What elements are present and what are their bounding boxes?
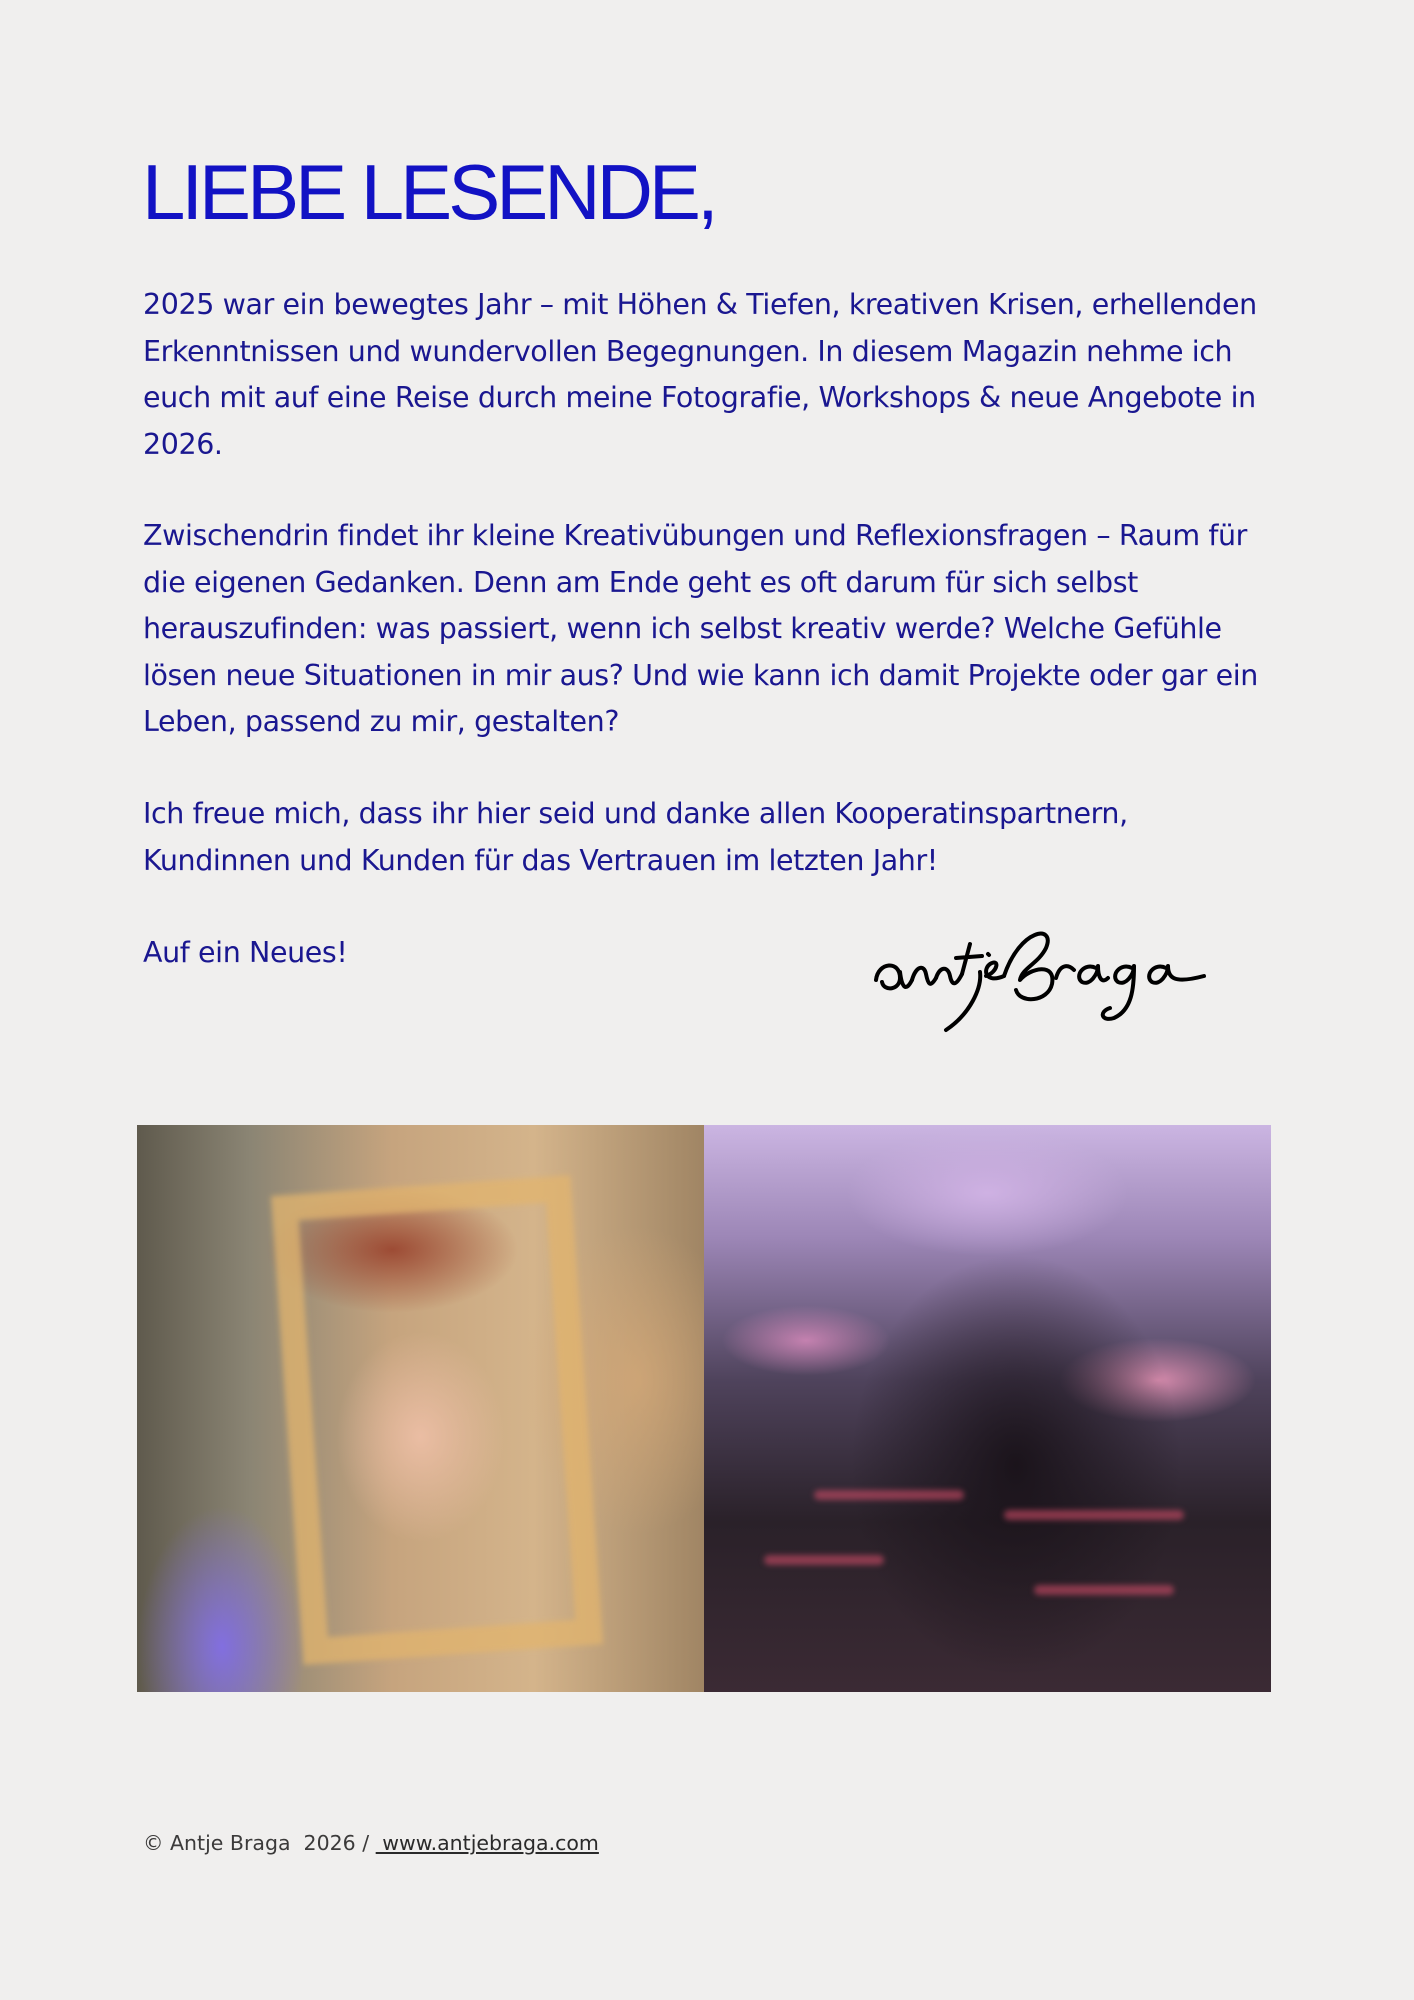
website-link[interactable]: www.antjebraga.com [375, 1831, 599, 1855]
copyright-text: © Antje Braga 2026 / [143, 1831, 376, 1855]
footer [143, 1829, 599, 1857]
thanks-paragraph: Ich freue mich, dass ihr hier seid und danke allen Kooperatinspartnern, Kundinnen und Kunden für das Vertrauen im letzten Jahr! [143, 797, 1128, 877]
wooden-frame-shape [271, 1175, 603, 1665]
light-streak [764, 1555, 884, 1565]
closing-line: Auf ein Neues! [143, 936, 348, 969]
page-title: LIEBE LESENDE, [142, 148, 715, 236]
tree-photo [704, 1125, 1271, 1692]
intro-paragraph: 2025 war ein bewegtes Jahr – mit Höhen & Tiefen, kreativen Krisen, erhellenden Erkenntnissen und wundervollen Begegnungen. In diesem Magazin nehme ich euch mit auf eine Reise durch meine Fotografie, Workshops & neue Angebote in 2026. [143, 288, 1257, 461]
light-streak [1004, 1510, 1184, 1520]
handwritten-signature [870, 918, 1210, 1033]
light-streak [1034, 1585, 1174, 1595]
creative-paragraph: Zwischendrin findet ihr kleine Kreativübungen und Reflexionsfragen – Raum für die eigenen Gedanken. Denn am Ende geht es oft darum für sich selbst herauszufinden: was passiert, wenn ich selbst kreativ werde? Welche Gefühle lösen neue Situationen in mir aus? Und wie kann ich damit Projekte oder gar ein Leben, passend zu mir, gestalten? [143, 519, 1258, 738]
portrait-photo [137, 1125, 704, 1692]
light-streak [814, 1490, 964, 1500]
